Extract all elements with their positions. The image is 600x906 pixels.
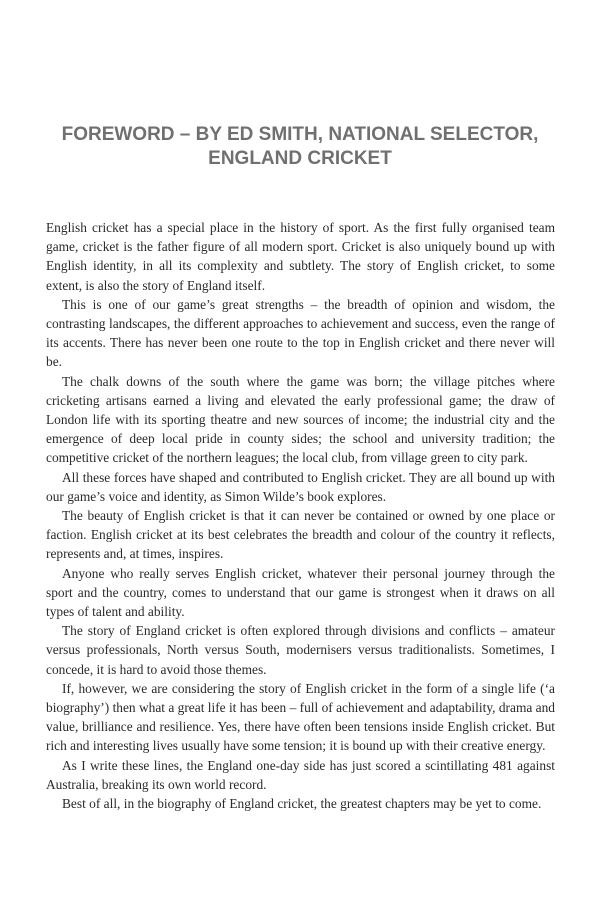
foreword-body [46,218,555,813]
paragraph: As I write these lines, the England one-day side has just scored a scintillating 481 against Australia, breaking its own world record. [46,757,555,792]
paragraph: The story of England cricket is often explored through divisions and conflicts – amateur versus professionals, North versus South, modernisers versus traditionalists. Sometimes, I concede, it is hard to avoid those themes. [46,623,555,677]
paragraph: The chalk downs of the south where the game was born; the village pitches where cricketing artisans earned a living and elevated the early professional game; the draw of London life with its sporting theatre and new sources of income; the industrial city and the emergence of deep local pride in county sides; the school and university tradition; the competitive cricket of the northern leagues; the local club, from village green to city park. [46,373,555,466]
paragraph: If, however, we are considering the story of English cricket in the form of a single life (‘a biography’) then what a great life it has been – full of achievement and adaptability, drama and value, brilliance and resilience. Yes, there have often been tensions inside English cricket. But rich and interesting lives usually have some tension; it is bound up with their creative energy. [46,680,555,754]
paragraph: This is one of our game’s great strengths – the breadth of opinion and wisdom, the contrasting landscapes, the different approaches to achievement and success, even the range of its accents. There has never been one route to the top in English cricket and there never will be. [46,296,555,370]
paragraph: Best of all, in the biography of England cricket, the greatest chapters may be yet to come. [62,796,542,812]
chapter-heading [30,123,570,171]
paragraph: Anyone who really serves English cricket, whatever their personal journey through the sport and the country, comes to understand that our game is strongest when it draws on all types of talent and ability. [46,565,555,620]
chapter-heading-line-1: FOREWORD – BY ED SMITH, NATIONAL SELECTOR, [61,124,539,145]
paragraph: English cricket has a special place in the history of sport. As the first fully organised team game, cricket is the father figure of all modern sport. Cricket is also uniquely bound up with English identity, in all its complexity and subtlety. The story of English cricket, to some extent, is also the story of England itself. [46,220,555,293]
paragraph: All these forces have shaped and contributed to English cricket. They are all bound up with our game’s voice and identity, as Simon Wilde’s book explores. [46,469,555,504]
paragraph: The beauty of English cricket is that it can never be contained or owned by one place or faction. English cricket at its best celebrates the breadth and colour of the country it reflects, represents and, at times, inspires. [46,508,555,562]
chapter-heading-line-2: ENGLAND CRICKET [208,148,392,169]
